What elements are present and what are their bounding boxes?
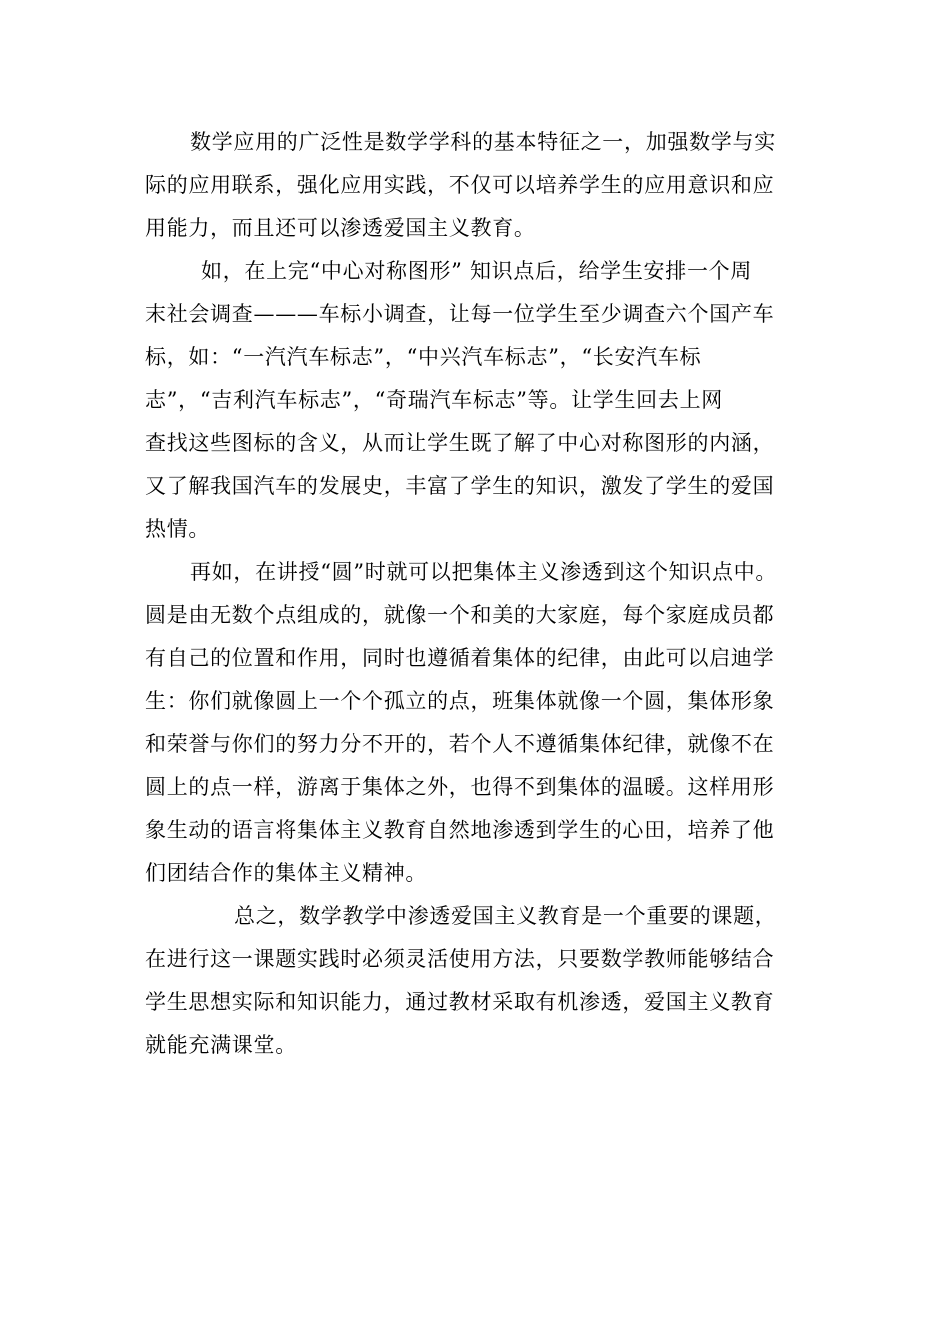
paragraph-4-line-4: 就能充满课堂。 <box>145 1033 297 1057</box>
paragraph-3-line-6: 圆上的点一样，游离于集体之外，也得不到集体的温暖。这样用形 <box>145 775 775 799</box>
paragraph-3-line-5: 和荣誉与你们的努力分不开的，若个人不遵循集体纪律，就像不在 <box>145 732 775 756</box>
paragraph-2-line-7: 热情。 <box>145 517 211 541</box>
paragraph-1-line-2: 际的应用联系，强化应用实践，不仅可以培养学生的应用意识和应 <box>145 173 775 197</box>
paragraph-3-line-7: 象生动的语言将集体主义教育自然地渗透到学生的心田，培养了他 <box>145 818 775 842</box>
paragraph-3-line-2: 圆是由无数个点组成的，就像一个和美的大家庭，每个家庭成员都 <box>145 603 775 627</box>
paragraph-3-line-3: 有自己的位置和作用，同时也遵循着集体的纪律，由此可以启迪学 <box>145 646 775 670</box>
paragraph-2-line-1: 如，在上完“中心对称图形” 知识点后，给学生安排一个周 <box>201 259 753 283</box>
paragraph-4-line-2: 在进行这一课题实践时必须灵活使用方法，只要数学教师能够结合 <box>145 947 775 971</box>
paragraph-4-line-1: 总之，数学教学中渗透爱国主义教育是一个重要的课题， <box>234 904 777 928</box>
paragraph-2-line-3: 标，如：“一汽汽车标志”，“中兴汽车标志”，“长安汽车标 <box>145 345 702 369</box>
paragraph-3-line-8: 们团结合作的集体主义精神。 <box>145 861 428 885</box>
paragraph-3-line-4: 生：你们就像圆上一个个孤立的点，班集体就像一个圆，集体形象 <box>145 689 775 713</box>
paragraph-2-line-6: 又了解我国汽车的发展史，丰富了学生的知识，激发了学生的爱国 <box>145 474 775 498</box>
paragraph-1-line-1: 数学应用的广泛性是数学学科的基本特征之一，加强数学与实 <box>190 130 776 154</box>
paragraph-2-line-4: 志”，“吉利汽车标志”，“奇瑞汽车标志”等。让学生回去上网 <box>145 388 723 412</box>
paragraph-3-line-1: 再如，在讲授“圆”时就可以把集体主义渗透到这个知识点中。 <box>190 560 778 584</box>
paragraph-2-line-5: 查找这些图标的含义，从而让学生既了解了中心对称图形的内涵， <box>145 431 775 455</box>
paragraph-4-line-3: 学生思想实际和知识能力，通过教材采取有机渗透，爱国主义教育 <box>145 990 775 1014</box>
paragraph-2-line-2: 末社会调查———车标小调查，让每一位学生至少调查六个国产车 <box>145 302 775 326</box>
paragraph-1-line-3: 用能力，而且还可以渗透爱国主义教育。 <box>145 216 536 240</box>
